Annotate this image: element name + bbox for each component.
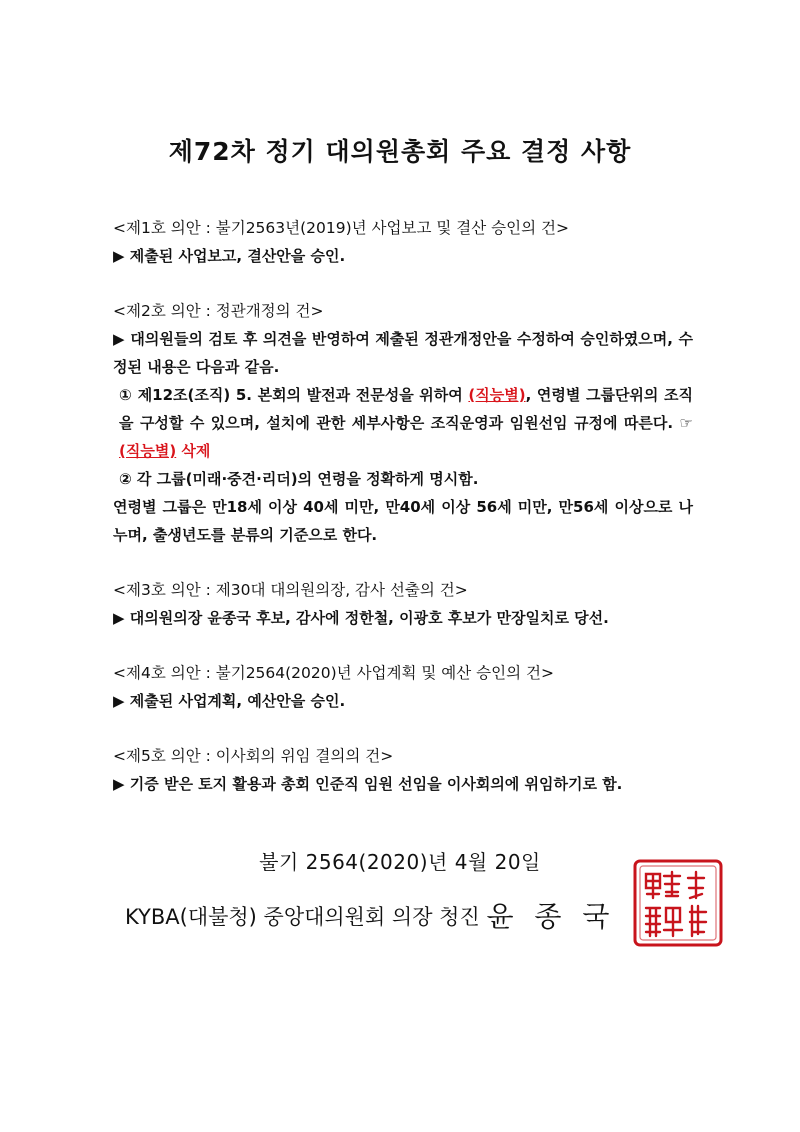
resolution-header: <제2호 의안 : 정관개정의 건> [113,302,324,320]
resolution-item-3 [113,576,693,632]
resolution-header: <제1호 의안 : 불기2563년(2019)년 사업보고 및 결산 승인의 건> [113,219,569,237]
signature-name: 윤 종 국 [486,900,616,933]
amendment-point-1 [113,381,693,465]
resolution-result: ▶ 제출된 사업계획, 예산안을 승인. [113,692,346,710]
resolution-header: <제5호 의안 : 이사회의 위임 결의의 건> [113,747,394,765]
page-title: 제72차 정기 대의원총회 주요 결정 사항 [168,137,632,166]
resolution-header: <제4호 의안 : 불기2564(2020)년 사업계획 및 예산 승인의 건> [113,664,554,682]
resolution-result: ▶ 제출된 사업보고, 결산안을 승인. [113,247,346,265]
signature-line [125,895,615,935]
amendment-detail: 연령별 그룹은 만18세 이상 40세 미만, 만40세 이상 56세 미만, 만56세 이상으로 나누며, 출생년도를 분류의 기준으로 한다. [113,498,693,544]
resolution-item-4 [113,659,693,715]
amendment-text: ① 제12조(조직) 5. 본회의 발전과 전문성을 위하여 [119,386,469,404]
signature-org: KYBA(대불청) 중앙대의원회 의장 청진 [125,905,487,929]
resolution-item-5 [113,742,693,798]
document-date: 불기 2564(2020)년 4월 20일 [259,850,541,874]
seal-stamp-icon [632,858,724,948]
resolution-item-1 [113,214,693,270]
resolution-item-2 [113,297,693,549]
amendment-text: , 연령별 그룹단위의 조직을 구성할 수 있으며, 설치에 관한 세부사항은 조직운영과 임원선임 규정에 따른다. ☞ [119,386,693,432]
resolution-result: ▶ 대의원들의 검토 후 의견을 반영하여 제출된 정관개정안을 수정하여 승인하였으며, 수정된 내용은 다음과 같음. [113,330,693,376]
resolution-header: <제3호 의안 : 제30대 대의원의장, 감사 선출의 건> [113,581,468,599]
resolution-result: ▶ 대의원의장 윤종국 후보, 감사에 정한철, 이광호 후보가 만장일치로 당선. [113,609,609,627]
amendment-point-2: ② 각 그룹(미래·중견·리더)의 연령을 정확하게 명시함. [119,470,479,488]
resolution-result: ▶ 기증 받은 토지 활용과 총회 인준직 임원 선임을 이사회의에 위임하기로 함. [113,775,623,793]
amendment-highlight: (직능별) [468,386,526,404]
delete-label: 삭제 [176,442,211,460]
deleted-term: (직능별) [119,442,177,460]
resolutions-list [113,214,693,825]
